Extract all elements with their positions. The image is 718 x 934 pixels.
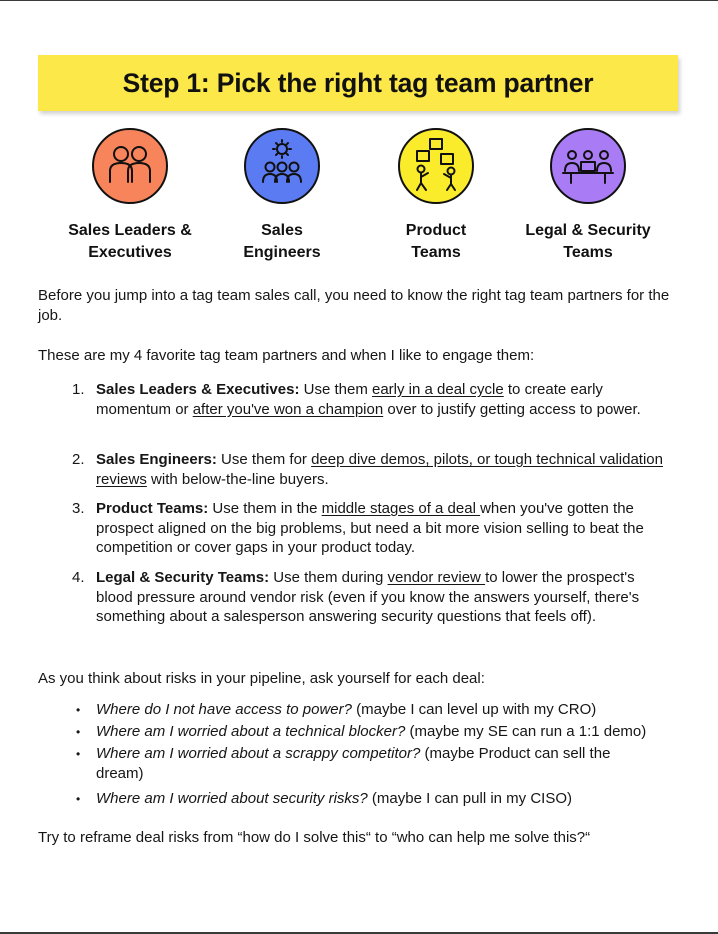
question-text: Where am I worried about security risks? — [96, 790, 368, 807]
answer-text: (maybe I can pull in my CISO) — [367, 790, 572, 807]
list-number: 3. — [72, 500, 85, 517]
partner-label-line2: Engineers — [243, 244, 321, 261]
partner-label-line1: Sales Leaders & — [68, 222, 192, 239]
answer-text: (maybe Product can sell the dream) — [96, 745, 611, 782]
list-item — [72, 450, 672, 489]
item-underline: middle stages of a deal — [321, 500, 481, 517]
item-text: Use them during — [269, 569, 388, 586]
partner-sales-leaders — [91, 127, 169, 205]
top-border — [0, 0, 718, 1]
item-underline: early in a deal cycle — [371, 381, 504, 398]
partner-label-sales-engineers — [197, 220, 367, 264]
item-heading: Sales Leaders & Executives: — [96, 381, 300, 398]
item-text: to create early momentum or — [96, 381, 603, 418]
item-underline: vendor review — [387, 569, 486, 586]
partner-label-product-teams — [351, 220, 521, 264]
item-text: Use them in the — [208, 500, 322, 517]
item-heading: Product Teams: — [96, 500, 209, 517]
list-number: 2. — [72, 451, 85, 468]
item-heading: Sales Engineers: — [96, 451, 217, 468]
list-item — [76, 744, 636, 784]
partner-label-line1: Legal & Security — [525, 222, 651, 239]
list-number: 4. — [72, 569, 85, 586]
bullet-dot: • — [76, 792, 81, 806]
partner-legal-security — [549, 127, 627, 205]
question-text: Where am I worried about a technical blocker? — [96, 723, 406, 740]
list-item — [76, 722, 701, 742]
answer-text: (maybe I can level up with my CRO) — [351, 701, 597, 718]
bullet-dot: • — [76, 703, 81, 717]
list-item — [76, 789, 701, 809]
question-text: Where do I not have access to power? — [96, 701, 352, 718]
bullet-dot: • — [76, 747, 81, 761]
partner-label-line1: Sales — [261, 222, 303, 239]
icon-circle-bg — [399, 129, 473, 203]
title-banner — [38, 55, 678, 111]
item-text: when you've gotten the prospect aligned on the big problems, but need a bit more vision selling to beat the competition or cover gaps in your product today. — [96, 500, 644, 556]
list-item — [76, 700, 701, 720]
item-text: over to justify getting access to power. — [383, 400, 641, 418]
list-number: 1. — [72, 381, 85, 398]
partner-label-legal-security — [503, 220, 673, 264]
partner-product-teams — [397, 127, 475, 205]
list-item — [72, 380, 672, 419]
item-underline: after you've won a champion — [192, 400, 384, 418]
item-text: to lower the prospect's blood pressure around vendor risk (even if you know the answers yourself, there's something about a salesperson answering security questions that feels off). — [96, 569, 640, 625]
item-text: Use them — [299, 381, 372, 398]
product-team-icon — [397, 127, 475, 205]
partner-label-line2: Executives — [88, 244, 172, 261]
partner-label-line2: Teams — [411, 244, 461, 261]
question-text: Where am I worried about a scrappy competitor? — [96, 745, 421, 762]
people-icon — [91, 127, 169, 205]
item-underline: deep dive demos, pilots, or tough technical validation reviews — [96, 451, 663, 488]
bullet-dot: • — [76, 725, 81, 739]
engineers-gear-icon — [243, 127, 321, 205]
answer-text: (maybe my SE can run a 1:1 demo) — [405, 723, 647, 740]
closing-paragraph: Try to reframe deal risks from “how do I solve this“ to “who can help me solve this?“ — [38, 829, 591, 846]
legal-meeting-icon — [549, 127, 627, 205]
partner-label-line2: Teams — [563, 244, 613, 261]
item-heading: Legal & Security Teams: — [96, 569, 270, 586]
item-text: with below-the-line buyers. — [146, 470, 329, 488]
partner-label-sales-leaders — [45, 220, 215, 264]
icon-circle-bg — [551, 129, 625, 203]
list-item — [72, 499, 672, 558]
risks-intro: As you think about risks in your pipeline, ask yourself for each deal: — [38, 670, 485, 687]
item-text: Use them for — [216, 451, 312, 468]
partner-label-line1: Product — [405, 222, 467, 239]
page-title: Step 1: Pick the right tag team partner — [122, 67, 594, 98]
partner-sales-engineers — [243, 127, 321, 205]
favorites-intro: These are my 4 favorite tag team partners and when I like to engage them: — [38, 347, 535, 364]
list-item — [72, 568, 672, 627]
intro-paragraph: Before you jump into a tag team sales call, you need to know the right tag team partners for the job. — [38, 287, 670, 324]
